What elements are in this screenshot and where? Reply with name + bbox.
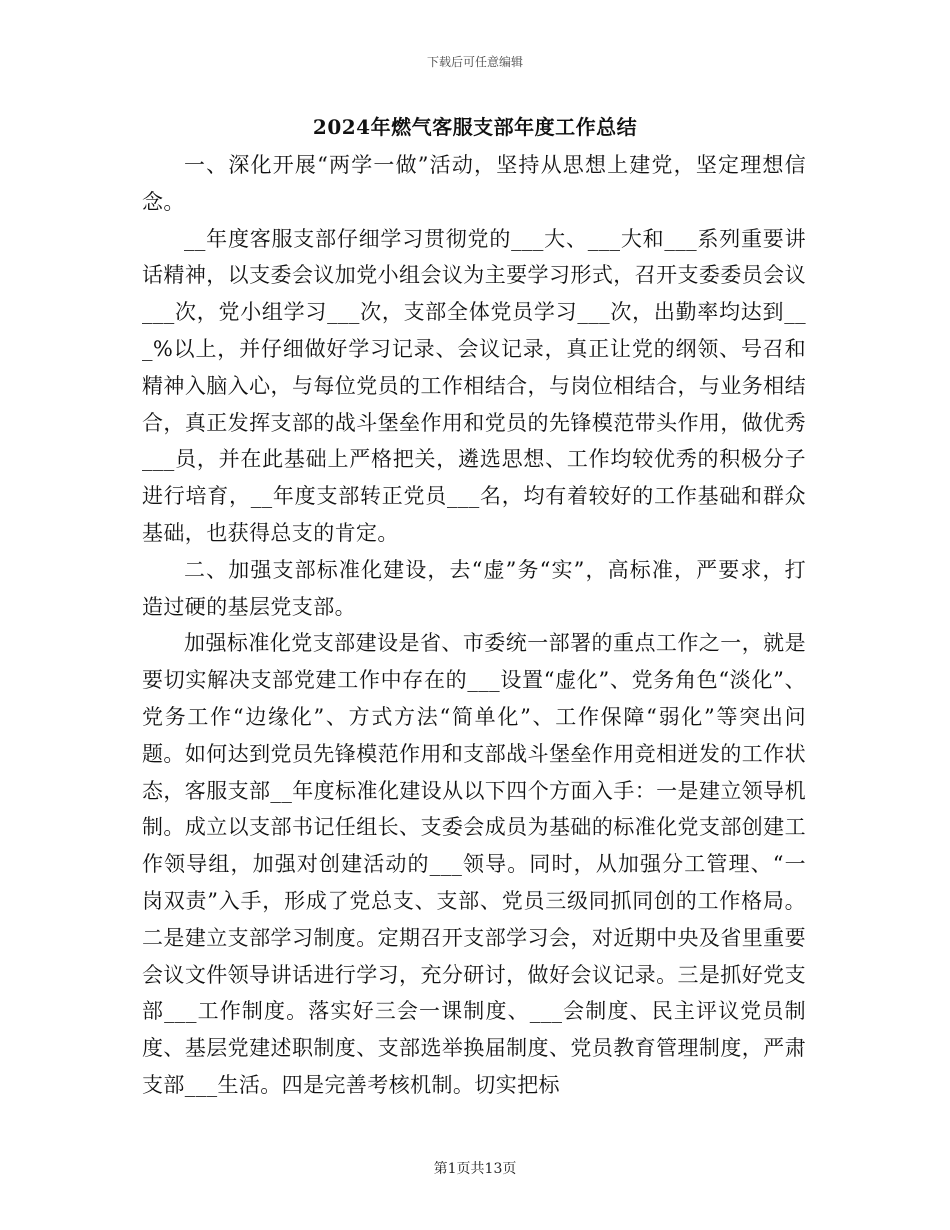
document-body [142,147,806,1104]
document-title: 2024年燃气客服支部年度工作总结 [312,115,638,139]
section-heading-2: 二、加强支部标准化建设，去“虚”务“实”，高标准，严要求，打造过硬的基层党支部。 [142,557,806,619]
section-heading-1: 一、深化开展“两学一做”活动，坚持从思想上建党，坚定理想信念。 [142,153,806,214]
paragraph-2: 加强标准化党支部建设是省、市委统一部署的重点工作之一，就是要切实解决支部党建工作中存在的___设置“虚化”、党务角色“淡化”、党务工作“边缘化”、方式方法“简单化”、工作保障“弱化”等突出问题。如何达到党员先锋模范作用和支部战斗堡垒作用竞相迸发的工作状态，客服支部__年度标准化建设从以下四个方面入手：一是建立领导机制。成立以支部书记任组长、支委会成员为基础的标准化党支部创建工作领导组，加强对创建活动的___领导。同时，从加强分工管理、“一岗双责”入手，形成了党总支、支部、党员三级同抓同创的工作格局。二是建立支部学习制度。定期召开支部学习会，对近期中央及省里重要会议文件领导讲话进行学习，充分研讨，做好会议记录。三是抓好党支部___工作制度。落实好三会一课制度、___会制度、民主评议党员制度、基层党建述职制度、支部选举换届制度、党员教育管理制度，严肃支部___生活。四是完善考核机制。切实把标 [142,631,806,1097]
page-indicator: 第1页共13页 [433,1161,517,1177]
header-note: 下载后可任意编辑 [426,55,523,69]
paragraph-1: __年度客服支部仔细学习贯彻党的___大、___大和___系列重要讲话精神，以支委会议加党小组会议为主要学习形式，召开支委委员会议___次，党小组学习___次，支部全体党员学习___次，出勤率均达到___%以上，并仔细做好学习记录、会议记录，真正让党的纲领、号召和精神入脑入心，与每位党员的工作相结合，与岗位相结合，与业务相结合，真正发挥支部的战斗堡垒作用和党员的先锋模范带头作用，做优秀___员，并在此基础上严格把关，遴选思想、工作均较优秀的积极分子进行培育，__年度支部转正党员___名，均有着较好的工作基础和群众基础，也获得总支的肯定。 [142,226,806,545]
